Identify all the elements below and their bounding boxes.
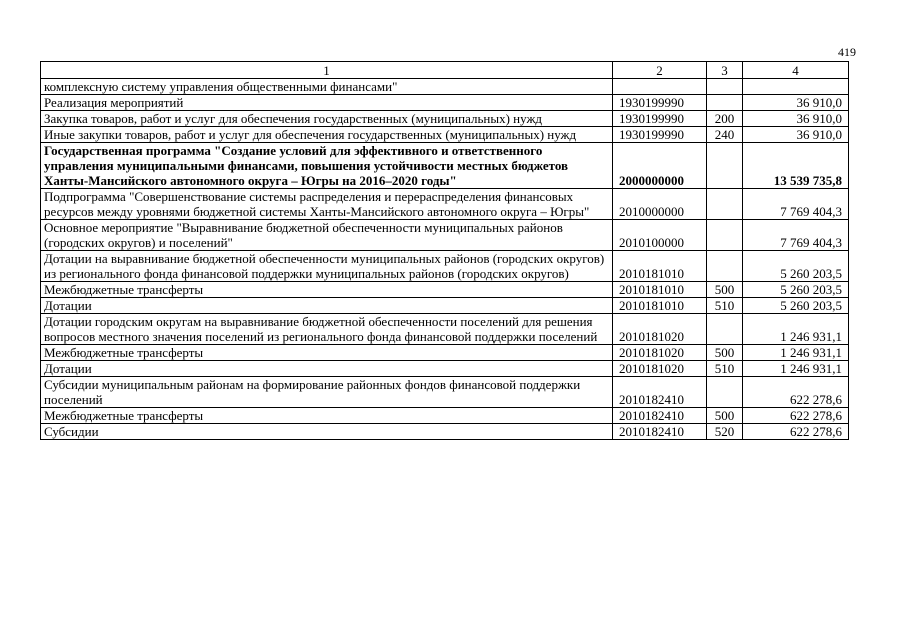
table-row bbox=[41, 111, 849, 127]
row-expense-type bbox=[707, 189, 743, 220]
row-description: Дотации городским округам на выравнивание бюджетной обеспеченности поселений для решения вопросов местного значения поселений из регионального фонда финансовой поддержки поселений bbox=[41, 314, 613, 345]
table-row bbox=[41, 282, 849, 298]
table-row bbox=[41, 361, 849, 377]
row-target-code: 2010181010 bbox=[613, 298, 707, 314]
row-target-code: 2010182410 bbox=[613, 424, 707, 440]
table-header bbox=[41, 62, 849, 79]
row-amount: 5 260 203,5 bbox=[743, 282, 849, 298]
row-expense-type bbox=[707, 143, 743, 189]
table-row bbox=[41, 377, 849, 408]
row-expense-type bbox=[707, 377, 743, 408]
row-target-code: 1930199990 bbox=[613, 111, 707, 127]
table-row bbox=[41, 408, 849, 424]
row-expense-type: 500 bbox=[707, 408, 743, 424]
header-row bbox=[41, 62, 849, 79]
row-target-code: 2010181020 bbox=[613, 361, 707, 377]
row-target-code: 2010181010 bbox=[613, 282, 707, 298]
row-amount: 1 246 931,1 bbox=[743, 361, 849, 377]
row-target-code: 1930199990 bbox=[613, 95, 707, 111]
row-description: Государственная программа "Создание условий для эффективного и ответственного управления муниципальными финансами, повышения устойчивости местных бюджетов Ханты-Мансийского автономного округа – Югры на 2016–2020 годы" bbox=[41, 143, 613, 189]
budget-table bbox=[40, 61, 849, 440]
table-row bbox=[41, 424, 849, 440]
row-description: Межбюджетные трансферты bbox=[41, 408, 613, 424]
row-amount: 1 246 931,1 bbox=[743, 345, 849, 361]
column-header-4: 4 bbox=[743, 62, 849, 79]
row-description: Межбюджетные трансферты bbox=[41, 345, 613, 361]
row-expense-type: 200 bbox=[707, 111, 743, 127]
column-header-2: 2 bbox=[613, 62, 707, 79]
row-expense-type bbox=[707, 314, 743, 345]
row-target-code bbox=[613, 79, 707, 95]
row-amount: 1 246 931,1 bbox=[743, 314, 849, 345]
row-description: комплексную систему управления общественными финансами" bbox=[41, 79, 613, 95]
row-expense-type bbox=[707, 251, 743, 282]
row-target-code: 2010182410 bbox=[613, 377, 707, 408]
table-row bbox=[41, 79, 849, 95]
row-description: Субсидии муниципальным районам на формирование районных фондов финансовой поддержки поселений bbox=[41, 377, 613, 408]
table-row bbox=[41, 127, 849, 143]
row-target-code: 2010181020 bbox=[613, 314, 707, 345]
row-expense-type bbox=[707, 95, 743, 111]
row-target-code: 2010000000 bbox=[613, 189, 707, 220]
row-amount: 7 769 404,3 bbox=[743, 189, 849, 220]
row-amount: 7 769 404,3 bbox=[743, 220, 849, 251]
row-amount: 622 278,6 bbox=[743, 424, 849, 440]
row-description: Реализация мероприятий bbox=[41, 95, 613, 111]
column-header-1: 1 bbox=[41, 62, 613, 79]
row-expense-type: 500 bbox=[707, 345, 743, 361]
row-target-code: 2000000000 bbox=[613, 143, 707, 189]
row-expense-type: 240 bbox=[707, 127, 743, 143]
row-amount: 36 910,0 bbox=[743, 111, 849, 127]
table-body bbox=[41, 79, 849, 440]
table-row bbox=[41, 251, 849, 282]
row-amount: 622 278,6 bbox=[743, 408, 849, 424]
row-description: Межбюджетные трансферты bbox=[41, 282, 613, 298]
row-amount: 622 278,6 bbox=[743, 377, 849, 408]
row-amount: 13 539 735,8 bbox=[743, 143, 849, 189]
row-target-code: 2010181020 bbox=[613, 345, 707, 361]
row-description: Подпрограмма "Совершенствование системы распределения и перераспределения финансовых ресурсов между уровнями бюджетной системы Ханты-Мансийского автономного округа – Югры" bbox=[41, 189, 613, 220]
row-description: Дотации на выравнивание бюджетной обеспеченности муниципальных районов (городских округов) из регионального фонда финансовой поддержки муниципальных районов (городских округов) bbox=[41, 251, 613, 282]
table-row bbox=[41, 143, 849, 189]
row-target-code: 2010182410 bbox=[613, 408, 707, 424]
table-row bbox=[41, 95, 849, 111]
row-expense-type bbox=[707, 220, 743, 251]
row-description: Дотации bbox=[41, 361, 613, 377]
row-amount: 5 260 203,5 bbox=[743, 298, 849, 314]
row-expense-type: 510 bbox=[707, 361, 743, 377]
table-row bbox=[41, 345, 849, 361]
row-amount: 36 910,0 bbox=[743, 127, 849, 143]
table-row bbox=[41, 189, 849, 220]
table-row bbox=[41, 220, 849, 251]
row-target-code: 2010181010 bbox=[613, 251, 707, 282]
row-expense-type bbox=[707, 79, 743, 95]
row-description: Иные закупки товаров, работ и услуг для обеспечения государственных (муниципальных) нужд bbox=[41, 127, 613, 143]
row-description: Дотации bbox=[41, 298, 613, 314]
row-expense-type: 520 bbox=[707, 424, 743, 440]
row-amount: 36 910,0 bbox=[743, 95, 849, 111]
row-description: Основное мероприятие "Выравнивание бюджетной обеспеченности муниципальных районов (городских округов) и поселений" bbox=[41, 220, 613, 251]
table-row bbox=[41, 314, 849, 345]
row-description: Субсидии bbox=[41, 424, 613, 440]
row-amount: 5 260 203,5 bbox=[743, 251, 849, 282]
row-amount bbox=[743, 79, 849, 95]
row-expense-type: 510 bbox=[707, 298, 743, 314]
row-target-code: 1930199990 bbox=[613, 127, 707, 143]
row-target-code: 2010100000 bbox=[613, 220, 707, 251]
table-row bbox=[41, 298, 849, 314]
page-number: 419 bbox=[838, 45, 856, 59]
row-description: Закупка товаров, работ и услуг для обеспечения государственных (муниципальных) нужд bbox=[41, 111, 613, 127]
column-header-3: 3 bbox=[707, 62, 743, 79]
row-expense-type: 500 bbox=[707, 282, 743, 298]
